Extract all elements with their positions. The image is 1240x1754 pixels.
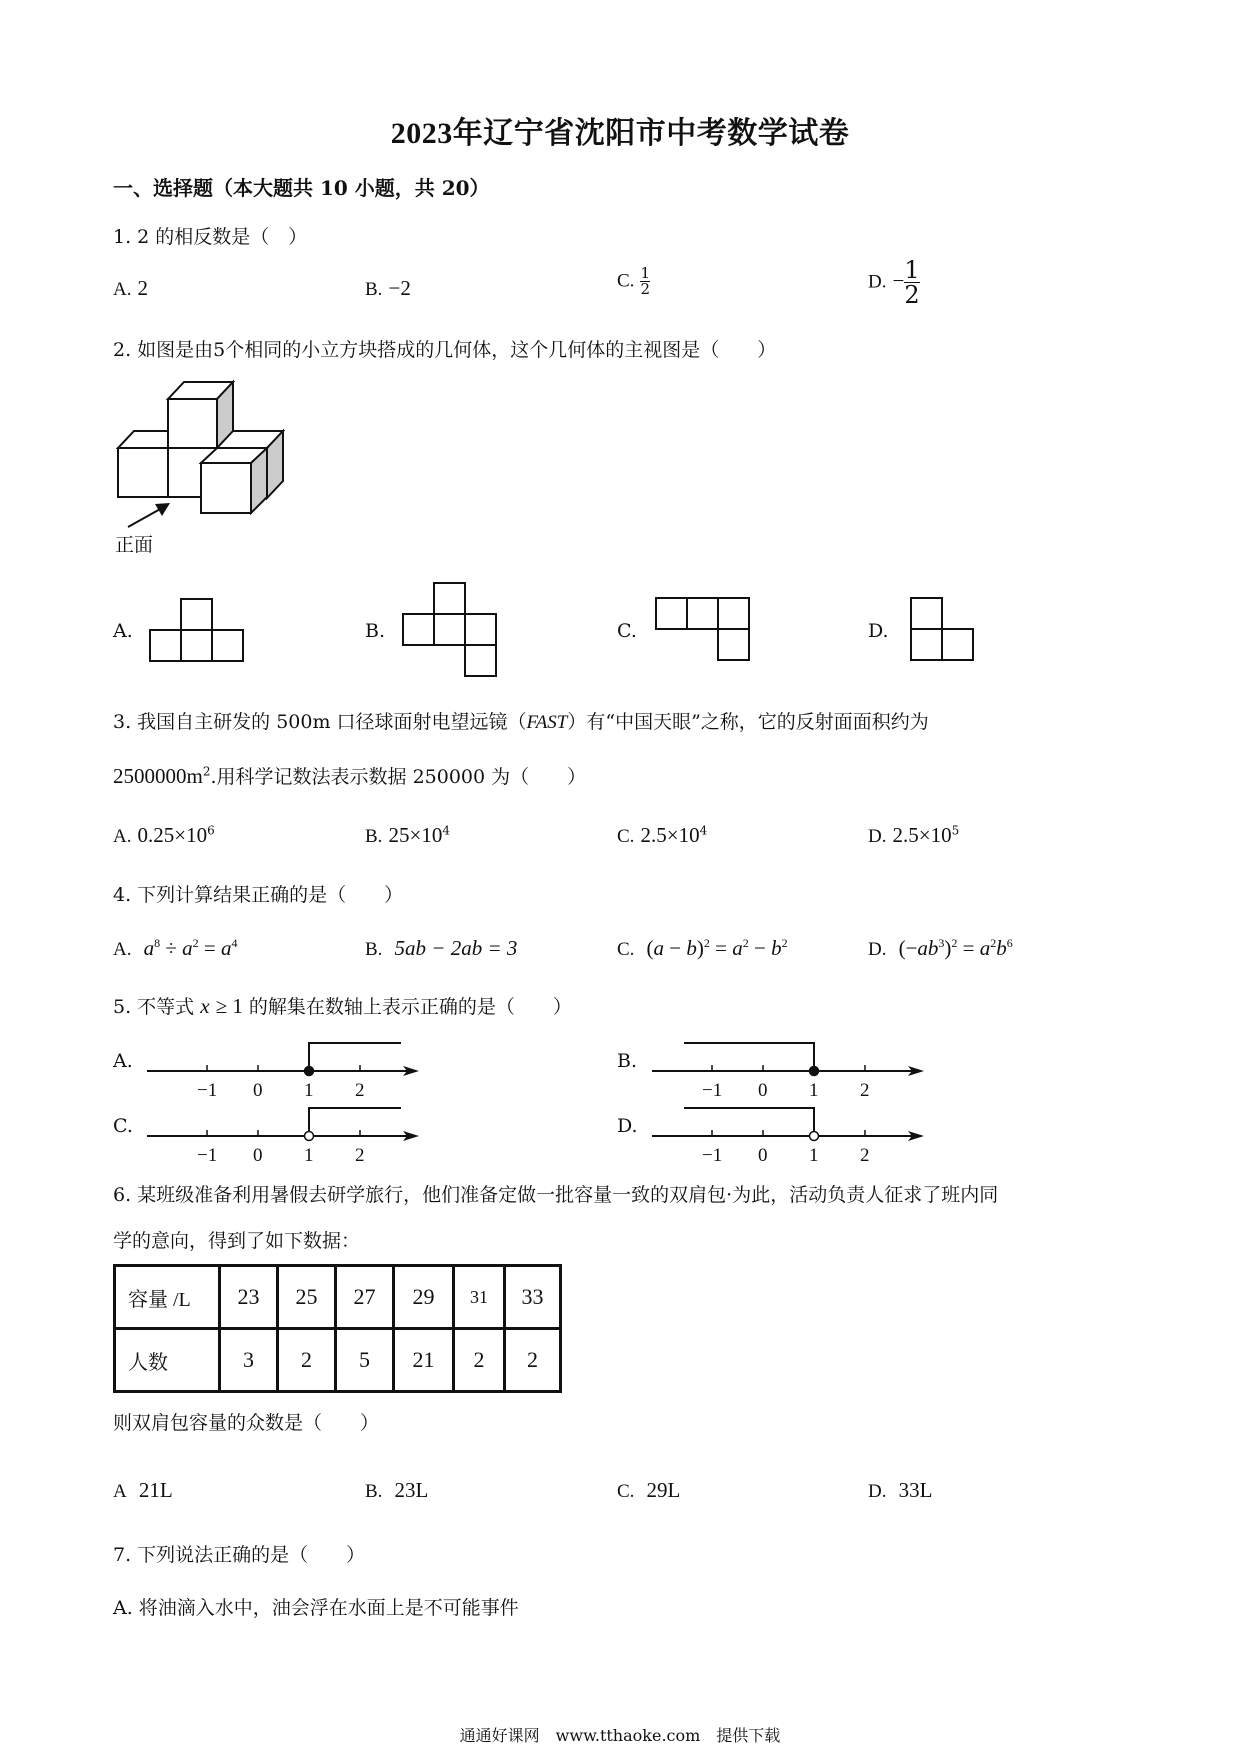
q2-option-b-label[interactable]: B. <box>365 620 386 642</box>
option-value: 2.5×10 <box>640 823 700 847</box>
option-label: D. <box>868 826 887 847</box>
number-line-d <box>650 1100 950 1180</box>
stem-text: 的解集在数轴上表示正确的是（ ） <box>248 996 572 1018</box>
solution-bracket <box>309 1108 401 1136</box>
option-label: C. <box>617 1481 635 1502</box>
square <box>434 614 465 645</box>
filled-point-icon <box>305 1067 314 1076</box>
fraction <box>904 258 919 307</box>
q1-option-b[interactable] <box>365 276 411 301</box>
option-value: 29L <box>646 1478 681 1502</box>
option-label: B. <box>365 826 383 847</box>
variable: x <box>200 994 210 1018</box>
square <box>403 614 434 645</box>
tick-label: 1 <box>809 1080 819 1101</box>
q3-option-b[interactable] <box>365 823 450 848</box>
table-cell: 2 <box>505 1329 561 1392</box>
square <box>942 629 973 660</box>
table-row <box>115 1329 561 1392</box>
table-header-cell: 容量 /L <box>115 1266 220 1329</box>
q5-option-d-label[interactable]: D. <box>617 1115 638 1137</box>
fraction <box>640 266 650 297</box>
q5-option-a-label[interactable]: A. <box>113 1050 133 1072</box>
tick-label: 2 <box>860 1145 870 1166</box>
q2-option-a-label[interactable]: A. <box>113 620 133 642</box>
tick-label: 1 <box>304 1145 314 1166</box>
q4-option-c[interactable] <box>617 936 788 961</box>
exponent: 6 <box>207 823 215 838</box>
square <box>181 630 212 661</box>
option-value: −2 <box>388 276 411 300</box>
question-6-stem-line2: 学的意向，得到了如下数据： <box>113 1230 361 1252</box>
option-label: A. <box>113 939 132 960</box>
table-cell: 2 <box>278 1329 336 1392</box>
capacity-table <box>113 1264 562 1393</box>
question-4-stem: 4. 下列计算结果正确的是（ ） <box>113 884 404 906</box>
table-cell: 33 <box>505 1266 561 1329</box>
option-value: 33L <box>898 1478 933 1502</box>
q3-option-d[interactable] <box>868 823 959 848</box>
question-2-stem: 2. 如图是由5个相同的小立方块搭成的几何体，这个几何体的主视图是（ ） <box>113 339 777 361</box>
q2-option-c-figure <box>656 597 756 667</box>
option-value: 0.25×10 <box>137 823 208 847</box>
fraction-denominator: 2 <box>904 281 920 309</box>
open-point-icon <box>810 1132 819 1141</box>
q1-option-c[interactable] <box>617 266 650 297</box>
table-cell: 21 <box>394 1329 454 1392</box>
filled-point-icon <box>810 1067 819 1076</box>
square <box>687 598 718 629</box>
option-expression: $(-ab^3)^2 = a^2b^6$ <box>898 936 1013 960</box>
q5-option-c-label[interactable]: C. <box>113 1115 133 1137</box>
q3-option-c[interactable] <box>617 823 707 848</box>
q4-option-a[interactable] <box>113 936 237 961</box>
q2-option-a-figure <box>150 598 250 668</box>
option-expression: 5ab − 2ab = 3 <box>394 936 518 960</box>
option-value: 23L <box>394 1478 429 1502</box>
question-7-stem: 7. 下列说法正确的是（ ） <box>113 1544 366 1566</box>
q6-option-a[interactable] <box>113 1478 173 1503</box>
q3-option-a[interactable] <box>113 823 215 848</box>
table-cell: 25 <box>278 1266 336 1329</box>
tick-label: 2 <box>355 1080 365 1101</box>
square <box>656 598 687 629</box>
solution-bracket <box>684 1043 814 1071</box>
square <box>434 583 465 614</box>
tick-label: 0 <box>758 1145 768 1166</box>
minus-sign: − <box>892 268 905 293</box>
option-value: 25×10 <box>388 823 443 847</box>
section-heading: 一、选择题（本大题共 10 小题，共 20） <box>113 176 490 200</box>
fraction-denominator: 2 <box>640 280 651 298</box>
relation: ≥ 1 <box>215 994 243 1018</box>
q4-option-b[interactable] <box>365 936 517 961</box>
view-arrow-icon <box>128 508 162 527</box>
option-value: 2 <box>137 276 149 300</box>
tick-label: 0 <box>253 1145 263 1166</box>
square <box>212 630 243 661</box>
option-expression: $a^8 \div a^2 = a^4$ <box>143 936 238 960</box>
option-label: A. <box>113 279 132 300</box>
q1-option-d[interactable] <box>868 258 920 307</box>
exponent: 5 <box>951 823 960 838</box>
area-value: 2500000m <box>113 764 203 788</box>
tick-label: −1 <box>197 1145 218 1166</box>
tick-label: 2 <box>860 1080 870 1101</box>
fraction-numerator: 1 <box>904 256 920 284</box>
q2-option-b-figure <box>403 582 503 682</box>
cube-front-face <box>201 463 251 513</box>
square <box>911 598 942 629</box>
q4-option-d[interactable] <box>868 936 1013 961</box>
option-label: D. <box>868 1481 887 1502</box>
solution-bracket <box>684 1108 814 1136</box>
question-1-stem: 1. 2 的相反数是（ ） <box>113 226 308 248</box>
cube-front-face <box>118 448 168 497</box>
option-label: B. <box>365 279 383 300</box>
table-header-cell: 人数 <box>115 1329 220 1392</box>
q5-option-b-label[interactable]: B. <box>617 1050 638 1072</box>
question-6-prompt: 则双肩包容量的众数是（ ） <box>113 1412 380 1434</box>
fraction-numerator: 1 <box>640 264 651 282</box>
square <box>465 614 496 645</box>
table-cell: 31 <box>454 1266 505 1329</box>
q1-option-a[interactable] <box>113 276 148 301</box>
q2-option-c-label[interactable]: C. <box>617 620 637 642</box>
tick-label: 0 <box>253 1080 263 1101</box>
q6-option-c[interactable] <box>617 1478 680 1503</box>
question-6-stem-line1: 6. 某班级准备利用暑假去研学旅行，他们准备定做一批容量一致的双肩包·为此，活动负责人征求了班内同 <box>113 1184 999 1206</box>
table-cell: 23 <box>220 1266 278 1329</box>
exponent: 2 <box>202 764 211 779</box>
table-cell: 29 <box>394 1266 454 1329</box>
option-label: A. <box>113 826 132 847</box>
fast-abbrev: FAST <box>526 712 568 733</box>
option-expression: $(a - b)^2 = a^2 - b^2$ <box>646 936 788 960</box>
tick-label: 1 <box>304 1080 314 1101</box>
q2-option-d-label[interactable]: D. <box>868 620 889 642</box>
question-3-stem-line2 <box>113 762 586 789</box>
option-label: D. <box>868 939 887 960</box>
option-label: C. <box>617 826 635 847</box>
option-value: 21L <box>138 1478 173 1502</box>
option-label: C. <box>617 270 635 292</box>
q7-option-a[interactable]: A. 将油滴入水中，油会浮在水面上是不可能事件 <box>113 1597 519 1619</box>
question-3-stem-line1 <box>113 707 929 734</box>
exponent: 4 <box>442 823 450 838</box>
stem-text: ）有“中国天眼”之称，它的反射面面积约为 <box>567 711 929 733</box>
option-value: 2.5×10 <box>892 823 952 847</box>
square <box>150 630 181 661</box>
tick-label: 0 <box>758 1080 768 1101</box>
q2-option-d-figure <box>911 597 981 667</box>
option-label: D. <box>868 271 887 293</box>
arrow-head-icon <box>155 503 170 516</box>
table-cell: 27 <box>336 1266 394 1329</box>
tick-label: −1 <box>197 1080 218 1101</box>
table-cell: 2 <box>454 1329 505 1392</box>
option-label: B. <box>365 1481 383 1502</box>
option-label: B. <box>365 939 383 960</box>
number-line-c <box>145 1100 445 1180</box>
table-cell: 5 <box>336 1329 394 1392</box>
stem-text: 3. 我国自主研发的 500m 口径球面射电望远镜（ <box>113 711 527 733</box>
question-5-stem <box>113 992 572 1019</box>
table-row <box>115 1266 561 1329</box>
exponent: 4 <box>699 823 708 838</box>
square <box>718 598 749 629</box>
square <box>718 629 749 660</box>
solution-bracket <box>309 1043 401 1071</box>
square <box>911 629 942 660</box>
square <box>465 645 496 676</box>
tick-label: 1 <box>809 1145 819 1166</box>
front-view-label: 正面 <box>115 534 154 556</box>
tick-label: −1 <box>702 1080 723 1101</box>
stem-text: .用科学记数法表示数据 250000 为（ ） <box>210 766 587 788</box>
table-cell: 3 <box>220 1329 278 1392</box>
tick-label: 2 <box>355 1145 365 1166</box>
square <box>181 599 212 630</box>
page-title: 2023年辽宁省沈阳市中考数学试卷 <box>390 117 850 150</box>
cube-front-face <box>168 399 217 448</box>
stem-text: 5. 不等式 <box>113 996 195 1018</box>
tick-label: −1 <box>702 1145 723 1166</box>
option-label: C. <box>617 939 635 960</box>
q6-option-b[interactable] <box>365 1478 428 1503</box>
option-label: A <box>113 1481 127 1502</box>
q6-option-d[interactable] <box>868 1478 932 1503</box>
open-point-icon <box>305 1132 314 1141</box>
footer-watermark: 通通好课网 www.tthaoke.com 提供下载 <box>459 1726 781 1745</box>
